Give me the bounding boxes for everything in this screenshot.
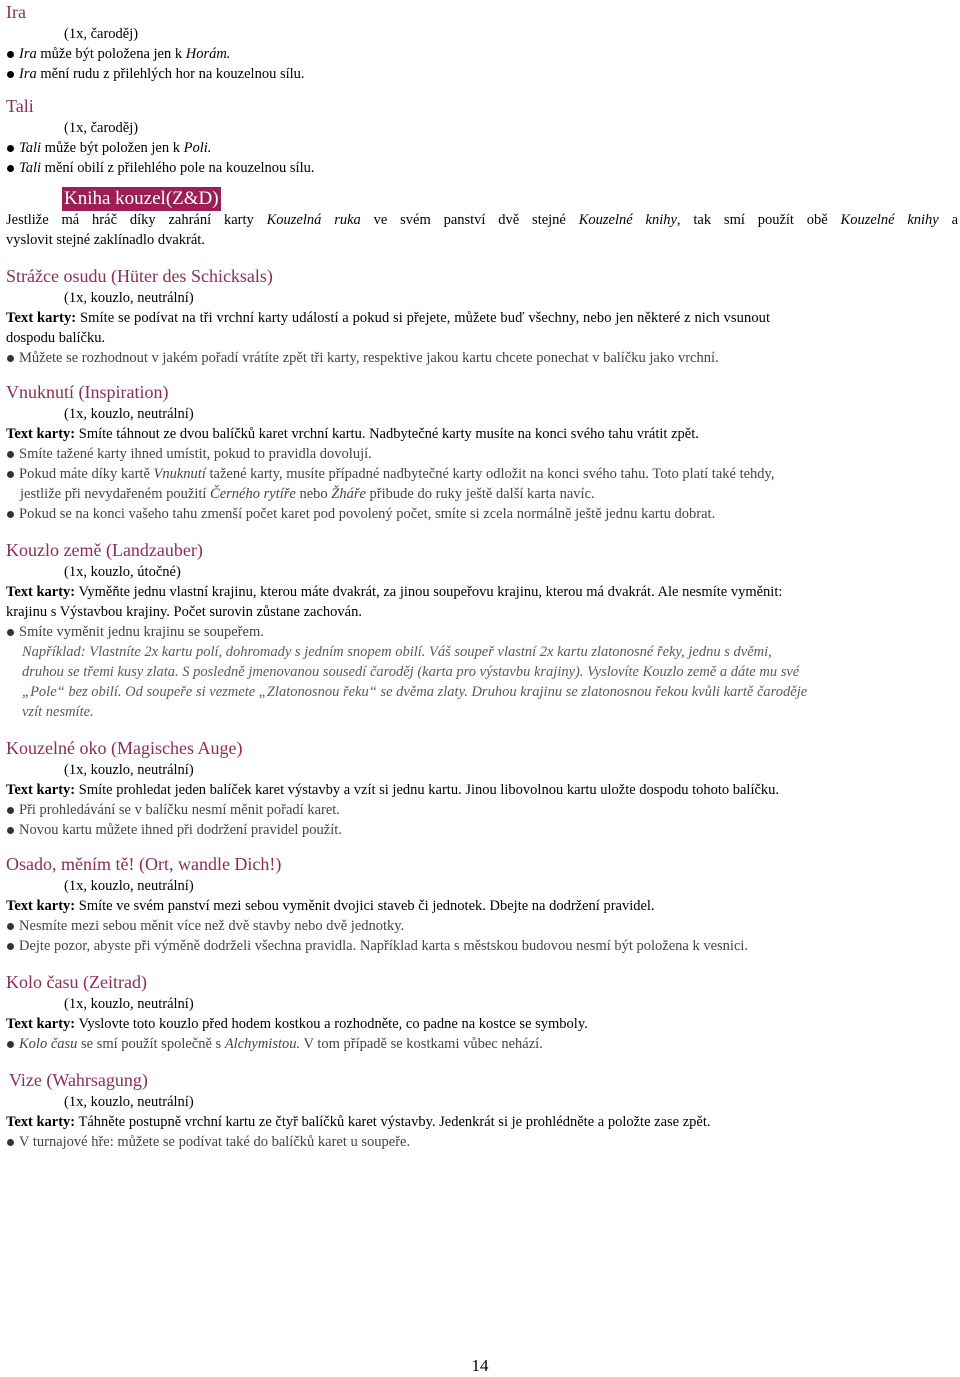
bullet-osado-1: Nesmíte mezi sebou měnit více než dvě stavby nebo dvě jednotky. xyxy=(6,916,958,936)
bullet-vize-1: V turnajové hře: můžete se podívat také do balíčků karet u soupeře. xyxy=(6,1132,958,1152)
bullet-dot-icon xyxy=(7,807,14,814)
bullet-dot-icon xyxy=(7,827,14,834)
bullet-dot-icon xyxy=(7,51,14,58)
card-text-kouzelne-oko: Text karty: Smíte prohledat jeden balíček karet výstavby a vzít si jednu kartu. Jinou libovolnou kartu uložte dospodu tohoto balíčku. xyxy=(6,782,780,798)
bullet-tali-1: Tali může být položen jen k Poli. xyxy=(6,138,958,158)
heading-kouzlo-zeme: Kouzlo země (Landzauber) xyxy=(6,540,203,560)
paragraph-kniha-2: vyslovit stejné zaklínadlo dvakrát. xyxy=(6,232,205,248)
subtitle-kouzlo-zeme: (1x, kouzlo, útočné) xyxy=(64,564,181,580)
bullet-kouzelne-oko-2: Novou kartu můžete ihned při dodržení pravidel použít. xyxy=(6,820,958,840)
example-line-4: vzít nesmíte. xyxy=(22,704,94,720)
bullet-ira-2: Ira mění rudu z přilehlých hor na kouzelnou sílu. xyxy=(6,64,958,84)
subtitle-kouzelne-oko: (1x, kouzlo, neutrální) xyxy=(64,762,194,778)
example-line-3: „Pole“ bez obilí. Od soupeře si vezmete „Zlatonosnou řeku“ se dvěma zlaty. Druhou krajinu se zlatonosnou řekou kvůli kartě čaroděje xyxy=(22,684,808,700)
bullet-vnuknuti-2: Pokud máte díky kartě Vnuknutí tažené karty, musíte případné nadbytečné karty odložit na konci svého tahu. Toto platí také tehdy, xyxy=(6,464,958,484)
bullet-kolo-casu-1: Kolo času se smí použít společně s Alchymistou. V tom případě se kostkami vůbec nehází. xyxy=(6,1034,958,1054)
heading-kouzelne-oko: Kouzelné oko (Magisches Auge) xyxy=(6,738,243,758)
bullet-dot-icon xyxy=(7,471,14,478)
bullet-dot-icon xyxy=(7,629,14,636)
subtitle-vnuknuti: (1x, kouzlo, neutrální) xyxy=(64,406,194,422)
bullet-tali-2: Tali mění obilí z přilehlého pole na kouzelnou sílu. xyxy=(6,158,958,178)
example-line-2: druhou se třemi kusy zlata. S posledně jmenovanou sousedí čaroděj (karta pro výstavbu krajiny). Vyslovíte Kouzlo země a dáte mu své xyxy=(22,664,800,680)
paragraph-kniha-1: Jestliže má hráč díky zahrání karty Kouzelná ruka ve svém panství dvě stejné Kouzelné knihy, tak smí použít obě Kouzelné knihy a xyxy=(6,212,959,228)
bullet-dot-icon xyxy=(7,355,14,362)
bullet-kouzlo-zeme-1: Smíte vyměnit jednu krajinu se soupeřem. xyxy=(6,622,958,642)
subtitle-kolo-casu: (1x, kouzlo, neutrální) xyxy=(64,996,194,1012)
heading-kolo-casu: Kolo času (Zeitrad) xyxy=(6,972,147,992)
bullet-vnuknuti-1: Smíte tažené karty ihned umístit, pokud to pravidla dovolují. xyxy=(6,444,958,464)
card-text-vnuknuti: Text karty: Smíte táhnout ze dvou balíčků karet vrchní kartu. Nadbytečné karty musíte na konci svého tahu vrátit zpět. xyxy=(6,426,699,442)
bullet-dot-icon xyxy=(7,145,14,152)
document-page xyxy=(6,0,958,1152)
subtitle-tali: (1x, čaroděj) xyxy=(64,120,139,136)
subtitle-strazce: (1x, kouzlo, neutrální) xyxy=(64,290,194,306)
subtitle-vize: (1x, kouzlo, neutrální) xyxy=(64,1094,194,1110)
subtitle-ira: (1x, čaroděj) xyxy=(64,26,139,42)
bullet-dot-icon xyxy=(7,71,14,78)
bullet-dot-icon xyxy=(7,165,14,172)
card-text-strazce-1: Text karty: Smíte se podívat na tři vrchní karty událostí a pokud si přejete, můžete buď všechny, nebo jen některé z nich vsunout xyxy=(6,310,771,326)
bullet-vnuknuti-3: Pokud se na konci vašeho tahu zmenší počet karet pod povolený počet, smíte si zcela normálně ještě jednu kartu dobrat. xyxy=(6,504,958,524)
bullet-dot-icon xyxy=(7,511,14,518)
page-number: 14 xyxy=(471,1356,489,1375)
bullet-strazce-1: Můžete se rozhodnout v jakém pořadí vrátíte zpět tři karty, respektive jakou kartu chcete ponechat v balíčku jako vrchní. xyxy=(6,348,958,368)
heading-tali: Tali xyxy=(6,96,34,116)
card-text-kolo-casu: Text karty: Vyslovte toto kouzlo před hodem kostkou a rozhodněte, co padne na kostce se symboly. xyxy=(6,1016,588,1032)
example-line-1: Například: Vlastníte 2x kartu polí, dohromady s jedním snopem obilí. Váš soupeř vlastní 2x kartu zlatonosné řeky, jednu s dvěmi, xyxy=(22,644,772,660)
bullet-kouzelne-oko-1: Při prohledávání se v balíčku nesmí měnit pořadí karet. xyxy=(6,800,958,820)
heading-strazce-osudu: Strážce osudu (Hüter des Schicksals) xyxy=(6,266,273,286)
card-text-kouzlo-zeme-1: Text karty: Vyměňte jednu vlastní krajinu, kterou máte dvakrát, za jinou soupeřovu krajinu, kterou má dvakrát. Ale nesmíte vyměnit: xyxy=(6,584,783,600)
bullet-dot-icon xyxy=(7,923,14,930)
heading-vnuknuti: Vnuknutí (Inspiration) xyxy=(6,382,169,402)
card-text-strazce-2: dospodu balíčku. xyxy=(6,330,106,346)
bullet-dot-icon xyxy=(7,1139,14,1146)
bullet-dot-icon xyxy=(7,451,14,458)
bullet-vnuknuti-2-cont: jestliže při nevydařeném použití Černého rytíře nebo Žháře přibude do ruky ještě další karta navíc. xyxy=(20,486,595,502)
bullet-ira-1: Ira může být položena jen k Horám. xyxy=(6,44,958,64)
heading-osado: Osado, měním tě! (Ort, wandle Dich!) xyxy=(6,854,282,874)
heading-vize: Vize (Wahrsagung) xyxy=(9,1070,148,1090)
subtitle-osado: (1x, kouzlo, neutrální) xyxy=(64,878,194,894)
heading-ira: Ira xyxy=(6,2,26,22)
bullet-dot-icon xyxy=(7,1041,14,1048)
card-text-osado: Text karty: Smíte ve svém panství mezi sebou vyměnit dvojici staveb či jednotek. Dbejte na dodržení pravidel. xyxy=(6,898,655,914)
card-text-kouzlo-zeme-2: krajinu s Výstavbou krajiny. Počet surovin zůstane zachován. xyxy=(6,604,362,620)
card-text-vize: Text karty: Táhněte postupně vrchní kartu ze čtyř balíčků karet výstavby. Jedenkrát si je prohlédněte a položte zase zpět. xyxy=(6,1114,711,1130)
heading-kniha-kouzel: Kniha kouzel(Z&D) xyxy=(64,188,219,209)
bullet-dot-icon xyxy=(7,943,14,950)
bullet-osado-2: Dejte pozor, abyste při výměně dodrželi všechna pravidla. Například karta s městskou budovou nesmí být položena k vesnici. xyxy=(6,936,958,956)
